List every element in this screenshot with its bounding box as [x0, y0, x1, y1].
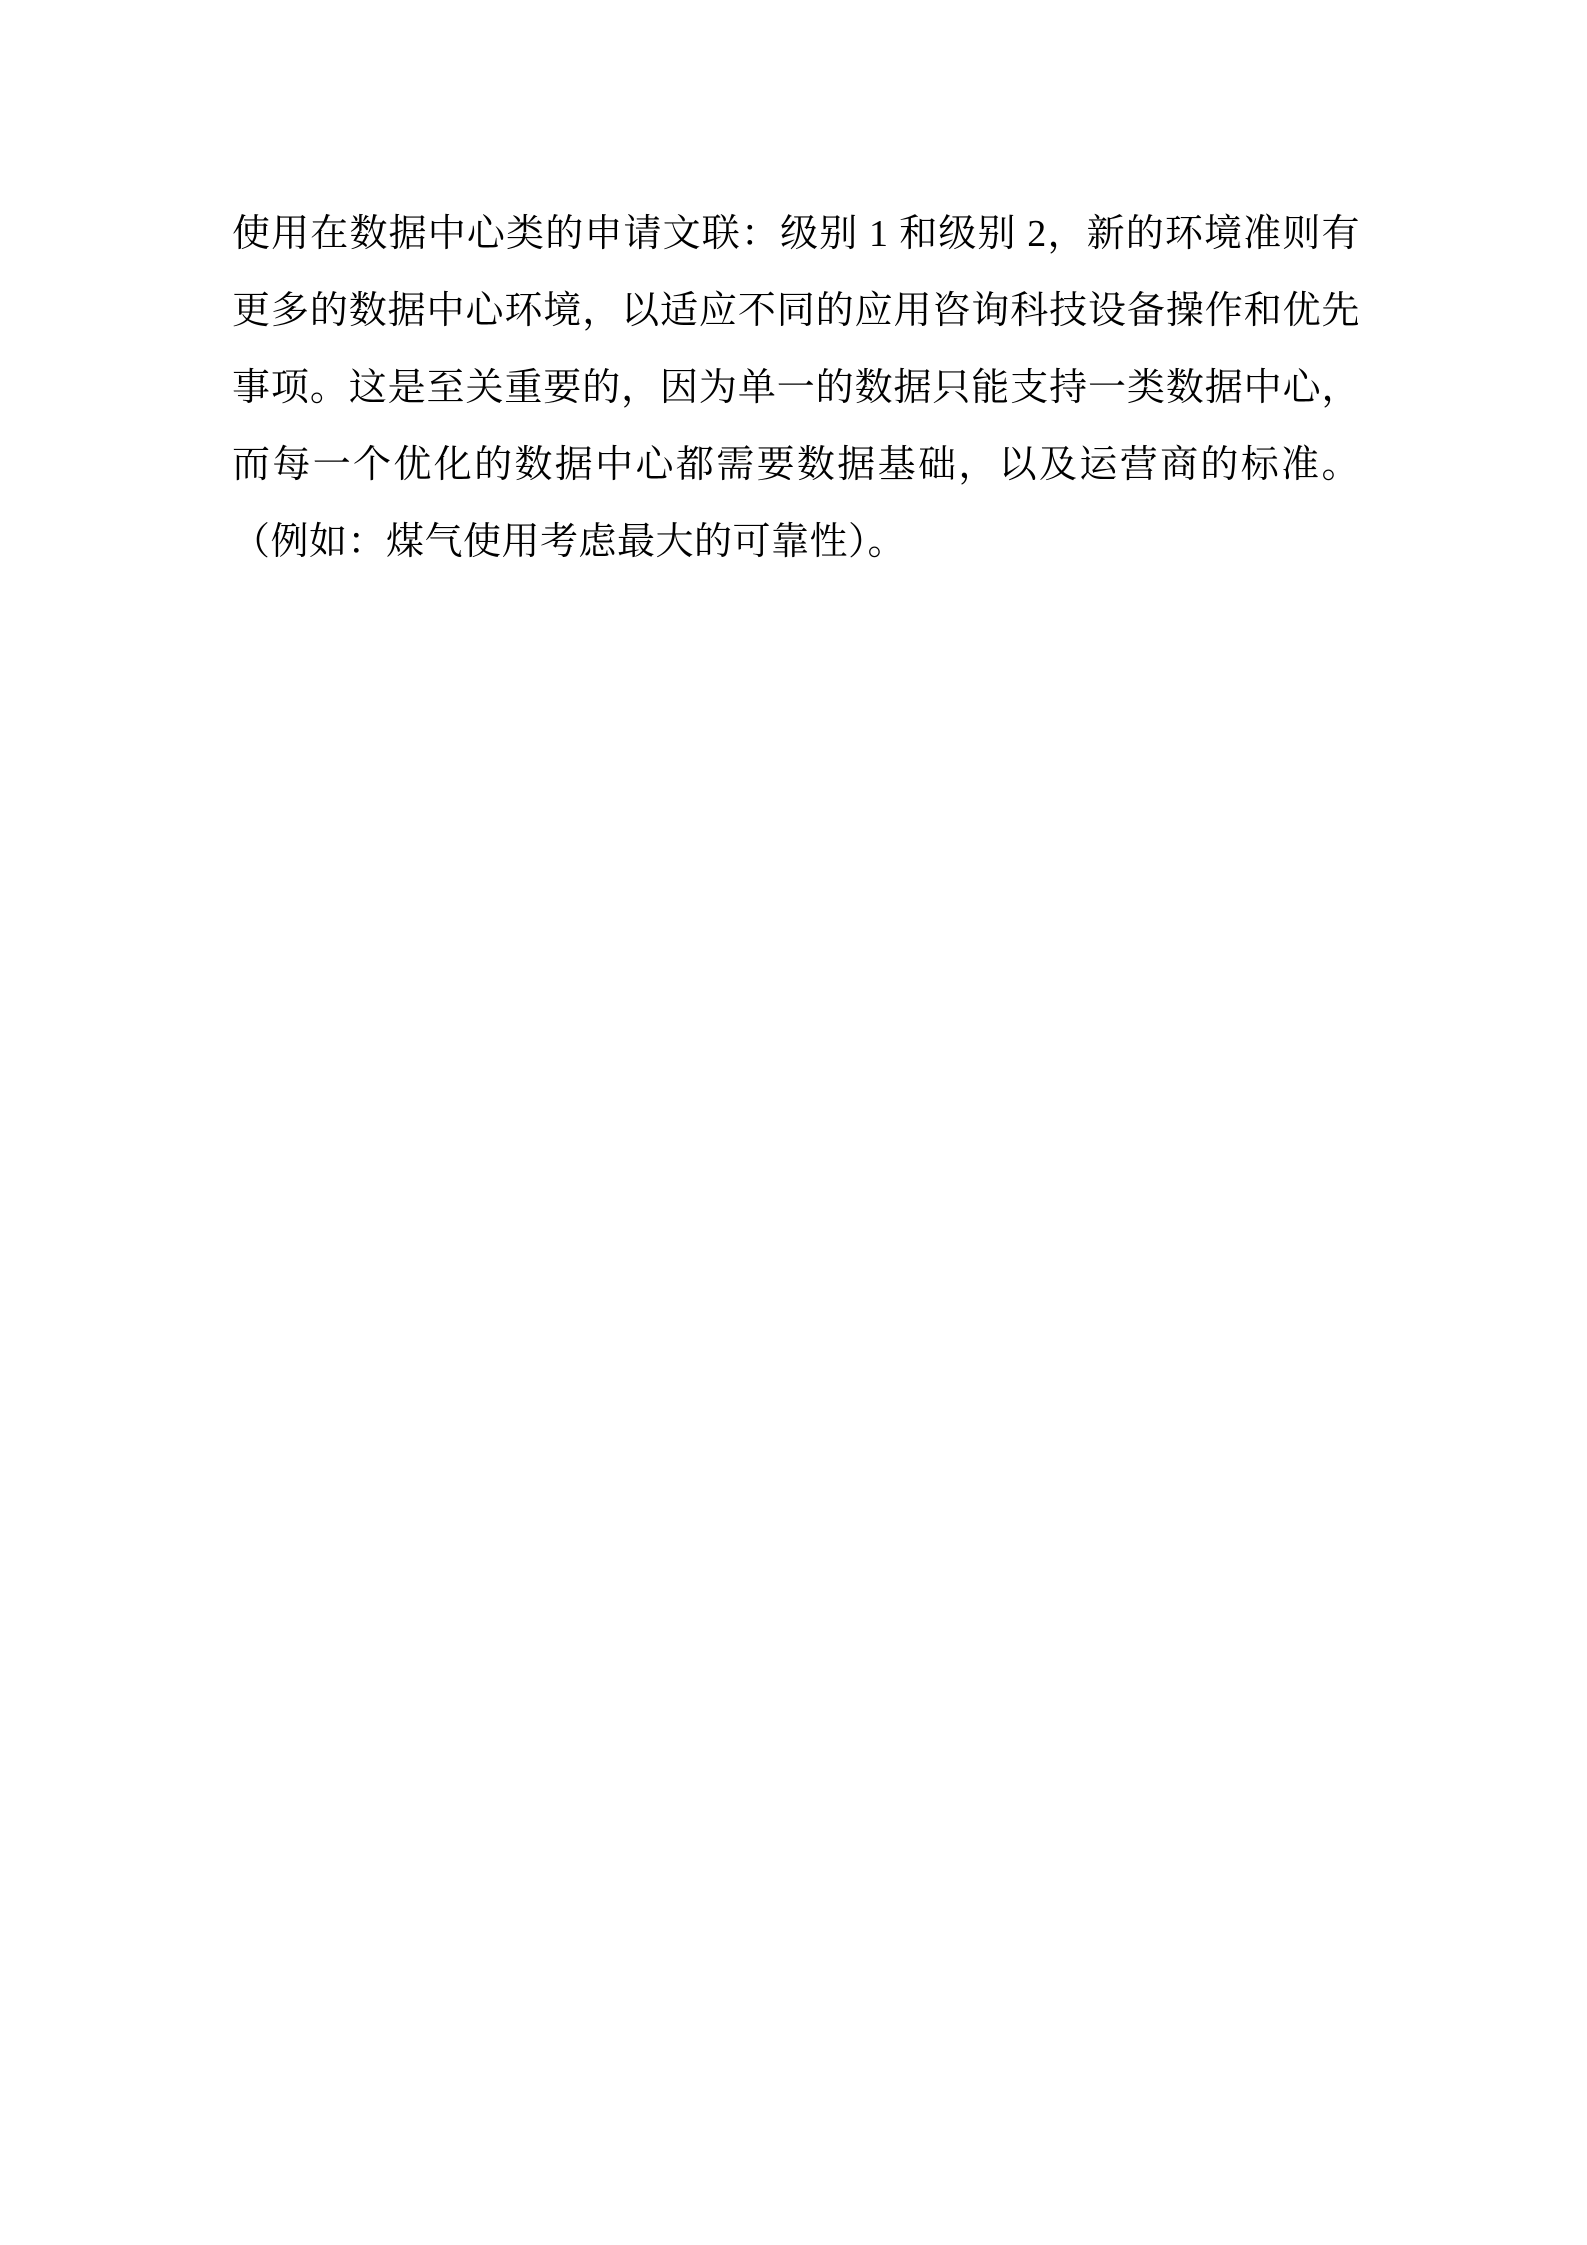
body-paragraph: 使用在数据中心类的申请文联：级别 1 和级别 2，新的环境准则有更多的数据中心环境，以适应不同的应用咨询科技设备操作和优先事项。这是至关重要的，因为单一的数据只能支持一类数据中心，而每一个优化的数据中心都需要数据基础，以及运营商的标准。（例如：煤气使用考虑最大的可靠性）。 [232, 213, 1360, 563]
document-body [232, 196, 1360, 581]
